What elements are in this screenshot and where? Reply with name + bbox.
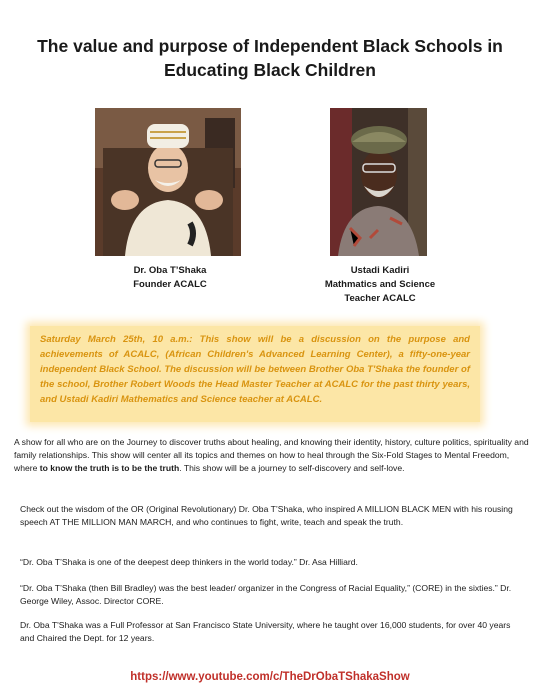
- caption-role: Founder ACALC: [133, 279, 207, 290]
- caption-role: Mathmatics and Science: [324, 279, 436, 290]
- intro-paragraph: [14, 436, 534, 476]
- caption-ustadi-kadiri: [300, 264, 460, 306]
- caption-name: Dr. Oba T’Shaka: [133, 265, 207, 276]
- caption-role-line2: Teacher ACALC: [344, 293, 416, 304]
- youtube-link[interactable]: https://www.youtube.com/c/TheDrObaTShakaShow: [130, 671, 410, 683]
- announcement-box: Saturday March 25th, 10 a.m.: This show will be a discussion on the purpose and achievements of ACALC, (African Children's Advanced Learning Center), a fifty-one-year independent Black School. The discussion will be between Brother Oba T'Shaka the founder of the school, Brother Robert Woods the Head Master Teacher at ACALC for the past thirty years, and Ustadi Kadiri Mathematics and Science teacher at ACALC.: [30, 326, 480, 422]
- intro-text-bold: to know the truth is to be the truth: [39, 463, 180, 474]
- photo-oba-tshaka: [95, 108, 241, 256]
- caption-oba-tshaka: [90, 264, 250, 292]
- photo-ustadi-kadiri: [330, 108, 427, 256]
- professor-paragraph: Dr. Oba T'Shaka was a Full Professor at San Francisco State University, where he taught over 16,000 students, for over 40 years and Chaired the Dept. for 12 years.: [20, 620, 511, 644]
- quote-hilliard: “Dr. Oba T’Shaka is one of the deepest deep thinkers in the world today.” Dr. Asa Hilliard.: [20, 557, 358, 567]
- page-title: The value and purpose of Independent Black Schools in Educating Black Children: [37, 36, 503, 80]
- quote-wiley: “Dr. Oba T’Shaka (then Bill Bradley) was the best leader/ organizer in the Congress of Racial Equality,” (CORE) in the sixties.” Dr. George Wiley, Assoc. Director CORE.: [20, 583, 512, 607]
- caption-name: Ustadi Kadiri: [350, 265, 410, 276]
- intro-text-end: . This show will be a journey to self-discovery and self-love.: [179, 463, 405, 474]
- intro-text-start: A show for all who are on the Journey to discover truths about healing, and knowing their identity, history, culture politics, spirituality and family relationships. This show will center all its topics and themes on how to heal through the Six-Fold Stages to Mental Freedom, where: [14, 437, 529, 474]
- wisdom-paragraph: Check out the wisdom of the OR (Original Revolutionary) Dr. Oba T’Shaka, who inspired A MILLION BLACK MEN with his rousing speech AT THE MILLION MAN MARCH, and who continues to fight, write, teach and speak the truth.: [20, 504, 513, 528]
